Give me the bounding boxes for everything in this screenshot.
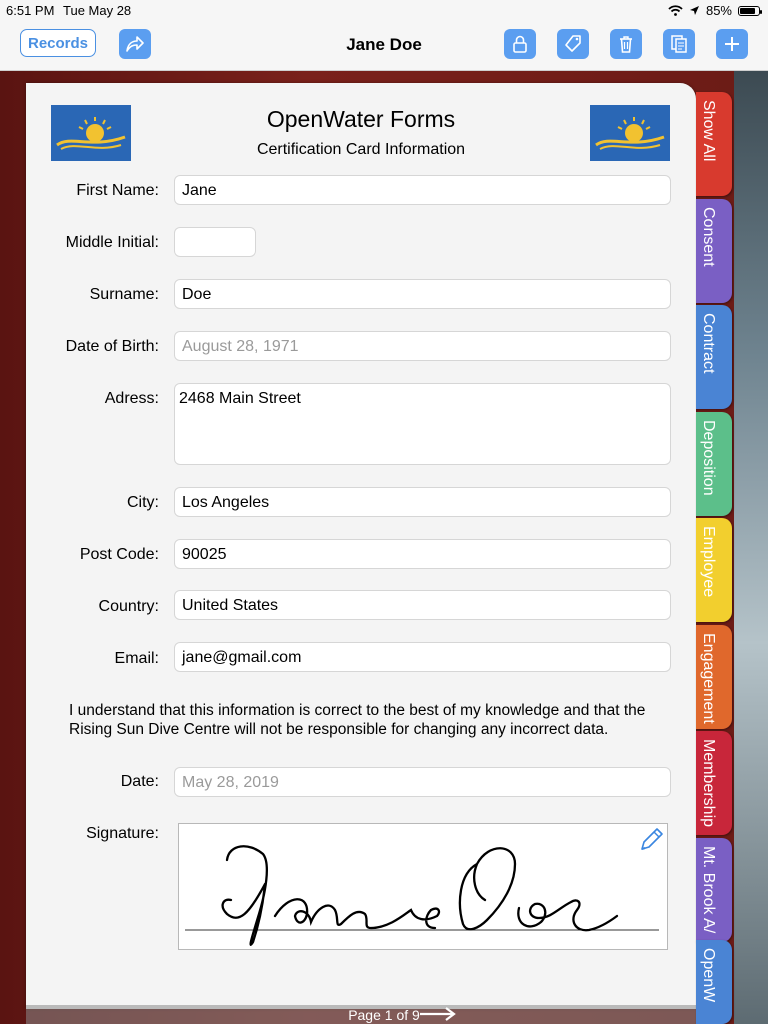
- nav-title: Jane Doe: [346, 35, 422, 54]
- wifi-icon: [668, 5, 683, 16]
- signature-label: Signature:: [86, 825, 159, 842]
- lock-icon: [511, 34, 529, 54]
- post-code-label: Post Code:: [79, 546, 159, 563]
- status-bar: [0, 0, 768, 20]
- date-field[interactable]: May 28, 2019: [174, 767, 671, 797]
- tab-label: Employee: [700, 526, 717, 598]
- middle-initial-field[interactable]: [174, 227, 256, 257]
- tab-label: Engagement: [700, 633, 717, 724]
- signature-pad[interactable]: [178, 823, 668, 950]
- tab-contract[interactable]: [696, 305, 732, 409]
- status-time: 6:51 PM: [6, 3, 55, 18]
- tab-consent[interactable]: [696, 199, 732, 303]
- dob-field[interactable]: August 28, 1971: [174, 331, 671, 361]
- tab-label: Show All: [700, 100, 717, 162]
- surname-field[interactable]: Doe: [174, 279, 671, 309]
- tab-show-all[interactable]: [696, 92, 732, 196]
- tab-label: Consent: [700, 207, 717, 267]
- date-label: Date:: [120, 773, 159, 790]
- email-field[interactable]: jane@gmail.com: [174, 642, 671, 672]
- battery-icon: [738, 6, 760, 16]
- status-date: Tue May 28: [63, 3, 132, 18]
- location-icon: [689, 5, 700, 16]
- tab-openw[interactable]: [696, 940, 732, 1024]
- tab-mt-brook-a[interactable]: [696, 838, 732, 942]
- address-field[interactable]: 2468 Main Street: [174, 383, 671, 465]
- pen-edit-icon[interactable]: [639, 826, 665, 852]
- plus-icon: [723, 35, 741, 53]
- records-button[interactable]: Records: [20, 29, 96, 57]
- copy-icon: [669, 34, 689, 54]
- tab-label: Contract: [700, 313, 717, 374]
- statement-text: I understand that this information is correct to the best of my knowledge and that the Rising Sun Dive Centre will not be responsible for changing any incorrect data.: [69, 702, 646, 738]
- background-photo: [734, 71, 768, 1024]
- add-button[interactable]: [716, 29, 748, 59]
- dob-label: Date of Birth:: [65, 338, 159, 355]
- status-indicators: [668, 3, 760, 18]
- next-page-arrow-icon[interactable]: [418, 1006, 458, 1022]
- tab-label: Membership: [700, 739, 717, 828]
- page-indicator: Page 1 of 9: [348, 1007, 420, 1023]
- city-label: City:: [127, 494, 159, 511]
- tag-icon: [563, 34, 583, 54]
- tab-membership[interactable]: [696, 731, 732, 835]
- tab-label: OpenW: [700, 948, 717, 1003]
- country-field[interactable]: United States: [174, 590, 671, 620]
- country-label: Country:: [98, 598, 159, 615]
- form-title: OpenWater Forms: [266, 106, 456, 132]
- lock-button[interactable]: [504, 29, 536, 59]
- share-arrow-icon: [125, 35, 145, 53]
- duplicate-button[interactable]: [663, 29, 695, 59]
- form-subtitle: Certification Card Information: [256, 141, 466, 158]
- delete-button[interactable]: [610, 29, 642, 59]
- tab-label: Mt. Brook A/: [700, 846, 717, 934]
- first-name-field[interactable]: Jane: [174, 175, 671, 205]
- email-label: Email:: [114, 650, 159, 667]
- trash-icon: [617, 34, 635, 54]
- share-button[interactable]: [119, 29, 151, 59]
- tab-deposition[interactable]: [696, 412, 732, 516]
- tab-employee[interactable]: [696, 518, 732, 622]
- address-label: Adress:: [104, 390, 159, 407]
- post-code-field[interactable]: 90025: [174, 539, 671, 569]
- city-field[interactable]: Los Angeles: [174, 487, 671, 517]
- middle-initial-label: Middle Initial:: [65, 234, 159, 251]
- tag-button[interactable]: [557, 29, 589, 59]
- signature-drawing: [179, 824, 667, 949]
- surname-label: Surname:: [89, 286, 159, 303]
- battery-percent: 85%: [705, 3, 732, 18]
- navigation-bar: [0, 20, 768, 71]
- tab-engagement[interactable]: [696, 625, 732, 729]
- first-name-label: First Name:: [76, 182, 159, 199]
- form-page: [26, 83, 696, 1009]
- tab-label: Deposition: [700, 420, 717, 496]
